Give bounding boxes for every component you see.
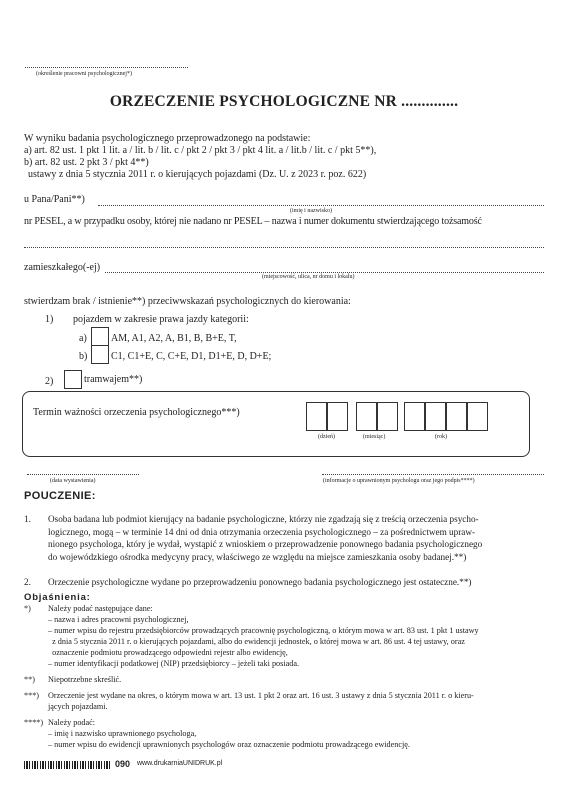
barcode-icon: [24, 761, 110, 769]
page-title: ORZECZENIE PSYCHOLOGICZNE NR ..............: [109, 93, 459, 110]
note-2-text: Niepotrzebne skreślić.: [48, 675, 122, 684]
psychologist-caption: (informacje o uprawnionym psychologu oraz jego podpis****): [323, 478, 475, 484]
note-1-line: – nazwa i adres pracowni psychologicznej,: [48, 615, 189, 624]
pouczenie-2-text: Orzeczenie psychologiczne wydane po przeprowadzeniu ponownego badania psychologicznego jest ostateczne.**): [48, 577, 472, 587]
month-digit-box[interactable]: [377, 402, 398, 431]
year-digit-box[interactable]: [467, 402, 488, 431]
option-b-text: C1, C1+E, C, C+E, D1, D1+E, D, D+E;: [111, 351, 272, 362]
pouczenie-1-line: nionego psychologa, który je wydał, wystąpić z wnioskiem o przeprowadzenie ponownego badania psychologicznego: [48, 539, 483, 549]
day-digit-box[interactable]: [327, 402, 348, 431]
item-2-text: tramwajem**): [84, 374, 143, 385]
note-4-mark: ****): [24, 718, 44, 727]
intro-line-1: W wyniku badania psychologicznego przeprowadzonego na podstawie:: [24, 133, 311, 144]
note-1-line: – numer identyfikacji podatkowej (NIP) przedsiębiorcy – jeżeli taki posiada.: [48, 659, 300, 668]
item-1-text: pojazdem w zakresie prawa jazdy kategorii:: [73, 314, 249, 325]
category-a-checkbox[interactable]: [91, 327, 109, 346]
pouczenie-2-num: 2.: [24, 577, 31, 587]
intro-block: [24, 133, 554, 181]
day-caption: (dzień): [318, 434, 335, 440]
item-2-num: 2): [45, 376, 54, 387]
year-digit-box[interactable]: [404, 402, 425, 431]
pesel-line[interactable]: [24, 247, 544, 248]
institution-caption: (określenie pracowni psychologicznej*): [36, 71, 132, 77]
issue-date-line[interactable]: [27, 474, 139, 475]
intro-line-2: a) art. 82 ust. 1 pkt 1 lit. a / lit. b / lit. c / pkt 2 / pkt 3 / pkt 4 lit. a / lit.b / lit. c / pkt 5**),: [24, 145, 377, 156]
psychologist-signature-line[interactable]: [322, 474, 544, 475]
month-caption: (miesiąc): [363, 434, 386, 440]
note-1-line: – numer wpisu do rejestru przedsiębiorców prowadzących pracownię psychologiczną, o którym mowa w art. 83 ust. 1 pkt 1 ustawy: [48, 626, 479, 635]
institution-line[interactable]: [25, 67, 188, 68]
month-digit-box[interactable]: [356, 402, 377, 431]
printer-website: www.drukarniaUNIDRUK.pl: [137, 760, 223, 767]
address-label: zamieszkałego(-ej): [24, 262, 101, 273]
note-1-text: [48, 603, 553, 669]
note-3-line: jących pojazdami.: [48, 702, 108, 711]
issue-date-caption: (data wystawienia): [50, 478, 96, 484]
option-b-label: b): [79, 351, 88, 362]
statement-text: stwierdzam brak / istnienie**) przeciwwskazań psychologicznych do kierowania:: [24, 296, 351, 307]
note-1-line: oznaczenie podmiotu prowadzącego odpowiedni rejestr albo ewidencję,: [48, 648, 288, 657]
person-name-caption: (imię i nazwisko): [290, 208, 332, 214]
pouczenie-heading: POUCZENIE:: [24, 490, 96, 502]
note-3-mark: ***): [24, 691, 40, 700]
pouczenie-1-num: 1.: [24, 514, 31, 524]
note-1-line: z dnia 5 stycznia 2011 r. o kierujących pojazdami, albo do ewidencji jednostek, o której mowa w art. 86 ust. 4 tej ustawy, oraz: [48, 637, 465, 646]
month-boxes[interactable]: [356, 402, 400, 431]
day-boxes[interactable]: [306, 402, 350, 431]
tram-checkbox[interactable]: [64, 370, 82, 389]
year-digit-box[interactable]: [425, 402, 446, 431]
year-caption: (rok): [435, 434, 447, 440]
pouczenie-1-text: [48, 513, 548, 563]
note-4-line: – numer wpisu do ewidencji uprawnionych psychologów oraz oznaczenie podmiotu prowadzącego ewidencję.: [48, 740, 410, 749]
note-1-line: Należy podać następujące dane:: [48, 604, 153, 613]
option-a-label: a): [79, 333, 87, 344]
note-3-text: [48, 690, 553, 712]
option-a-text: AM, A1, A2, A, B1, B, B+E, T,: [111, 333, 237, 344]
address-caption: (miejscowość, ulica, nr domu i lokalu): [262, 274, 355, 280]
pouczenie-1-line: do wojewódzkiego ośrodka medycyny pracy, właściwego ze względu na miejsce zamieszkania osoby badanej.**): [48, 551, 467, 562]
note-2-mark: **): [24, 675, 35, 684]
pouczenie-1-line: logicznego, mogą – w terminie 14 dni od dnia otrzymania orzeczenia psychologicznego – za pośrednictwem upraw-: [48, 526, 476, 537]
note-1-mark: *): [24, 604, 31, 613]
note-3-line: Orzeczenie jest wydane na okres, o którym mowa w art. 13 ust. 1 pkt 2 oraz art. 16 ust. 3 ustawy z dnia 5 stycznia 2011 r. o kieru-: [48, 691, 474, 700]
note-4-line: Należy podać:: [48, 718, 96, 727]
note-4-line: – imię i nazwisko uprawnionego psychologa,: [48, 729, 197, 738]
address-line[interactable]: [105, 272, 544, 273]
pouczenie-1-line: Osoba badana lub podmiot kierujący na badanie psychologiczne, którzy nie zgadzają się z treścią orzeczenia psycho-: [48, 514, 479, 524]
intro-line-4: ustawy z dnia 5 stycznia 2011 r. o kierujących pojazdami (Dz. U. z 2023 r. poz. 622): [28, 169, 367, 180]
pesel-label: nr PESEL, a w przypadku osoby, której nie nadano nr PESEL – nazwa i numer dokumentu stwierdzającego tożsamość: [24, 216, 482, 227]
person-name-line[interactable]: [98, 205, 544, 206]
category-b-checkbox[interactable]: [91, 345, 109, 364]
intro-line-3: b) art. 82 ust. 2 pkt 3 / pkt 4**): [24, 157, 149, 168]
form-code: 090: [115, 759, 131, 769]
person-label: u Pana/Pani**): [24, 194, 85, 205]
validity-label: Termin ważności orzeczenia psychologicznego***): [33, 407, 240, 418]
note-4-text: [48, 717, 553, 750]
item-1-num: 1): [45, 314, 54, 325]
year-digit-box[interactable]: [446, 402, 467, 431]
objasnienia-heading: Objaśnienia:: [24, 592, 91, 603]
day-digit-box[interactable]: [306, 402, 327, 431]
year-boxes[interactable]: [404, 402, 490, 431]
